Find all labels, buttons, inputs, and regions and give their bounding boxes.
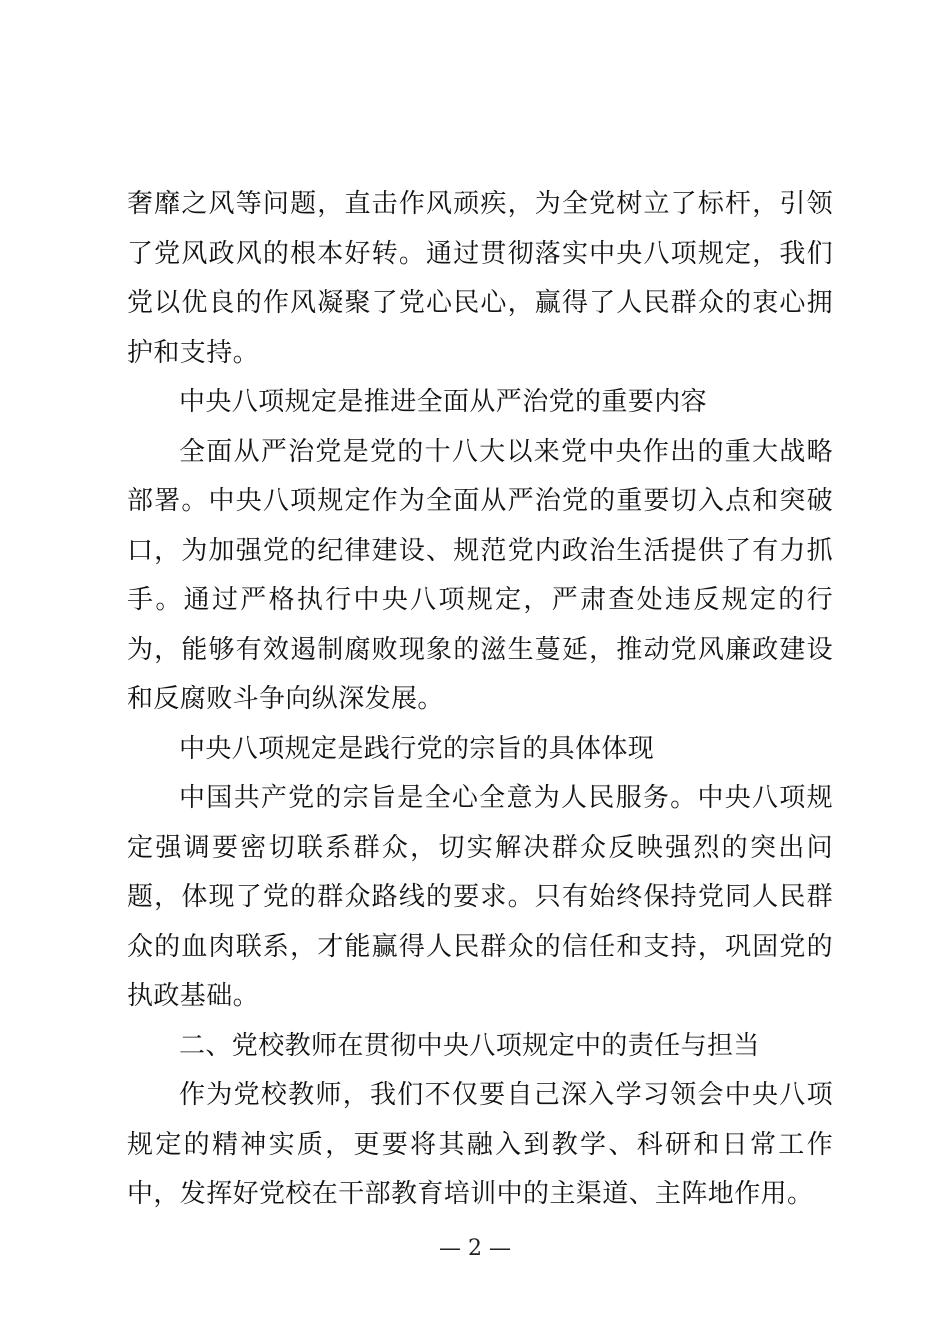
section-heading-party-governance: 中央八项规定是推进全面从严治党的重要内容 <box>179 387 708 417</box>
paragraph-party-purpose: 中国共产党的宗旨是全心全意为人民服务。中央八项规定强调要密切联系群众，切实解决群众反映强烈的突出问题，体现了党的群众路线的要求。只有始终保持党同人民群众的血肉联系，才能赢得人民群众的信任和支持，巩固党的执政基础。 <box>127 783 833 1011</box>
section-heading-teacher-responsibility: 二、党校教师在贯彻中央八项规定中的责任与担当 <box>179 1030 760 1061</box>
paragraph-continuation: 奢靡之风等问题，直击作风顽疾，为全党树立了标杆，引领了党风政风的根本好转。通过贯彻落实中央八项规定，我们党以优良的作风凝聚了党心民心，赢得了人民群众的衷心拥护和支持。 <box>127 189 833 368</box>
paragraph-teacher-responsibility: 作为党校教师，我们不仅要自己深入学习领会中央八项规定的精神实质，更要将其融入到教学、科研和日常工作中，发挥好党校在干部教育培训中的主渠道、主阵地作用。 <box>127 1080 833 1209</box>
paragraph-party-governance: 全面从严治党是党的十八大以来党中央作出的重大战略部署。中央八项规定作为全面从严治党的重要切入点和突破口，为加强党的纪律建设、规范党内政治生活提供了有力抓手。通过严格执行中央八项规定，严肃查处违反规定的行为，能够有效遏制腐败现象的滋生蔓延，推动党风廉政建设和反腐败斗争向纵深发展。 <box>127 436 833 714</box>
document-body <box>127 180 833 1220</box>
section-heading-party-purpose: 中央八项规定是践行党的宗旨的具体体现 <box>179 733 655 764</box>
page-number: — 2 — <box>439 1236 511 1261</box>
